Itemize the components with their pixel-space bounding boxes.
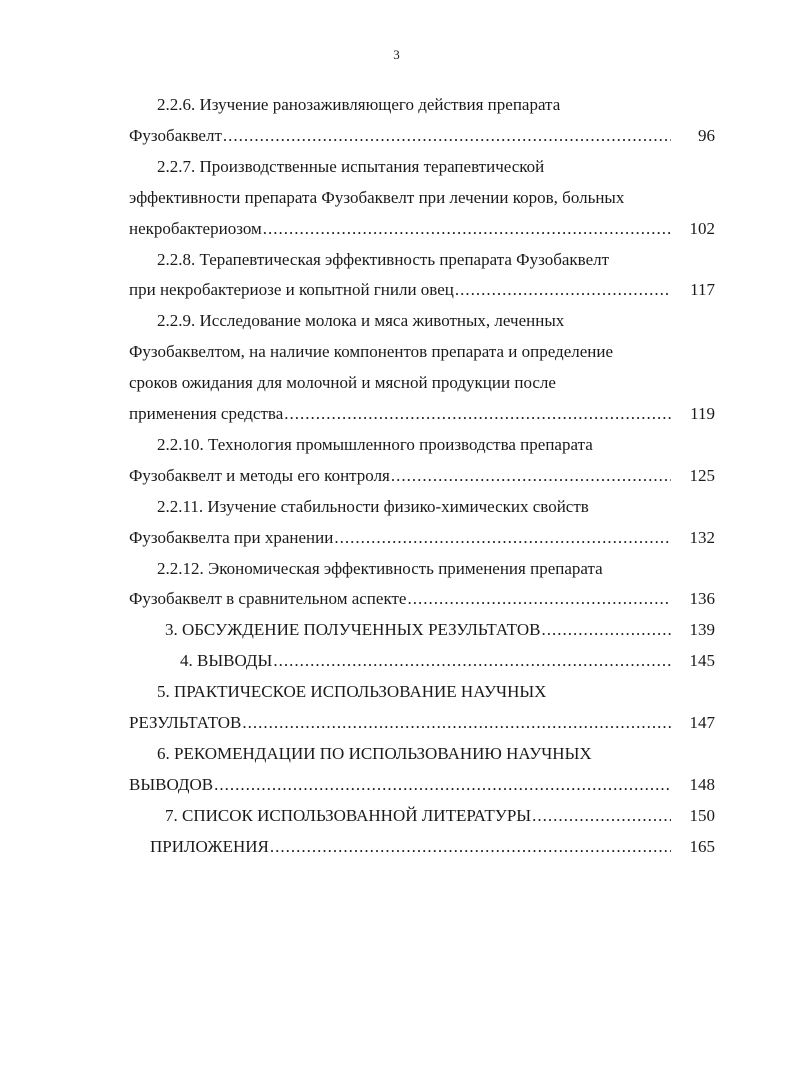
toc-entry-text: эффективности препарата Фузобаквелт при лечении коров, больных [129,187,625,207]
toc-page-number: 125 [689,465,715,485]
dot-leader [241,710,671,736]
dot-leader [222,123,671,149]
toc-entry-text: 6. РЕКОМЕНДАЦИИ ПО ИСПОЛЬЗОВАНИЮ НАУЧНЫХ [157,743,592,763]
dot-leader [531,803,671,829]
toc-entry-line-last [180,648,671,674]
toc-entry-line [157,494,589,520]
toc-entry-line [129,370,556,396]
dot-leader [262,216,671,242]
toc-entry-text: 2.2.9. Исследование молока и мяса животных, леченных [157,311,565,331]
toc-entry-text: 3. ОБСУЖДЕНИЕ ПОЛУЧЕННЫХ РЕЗУЛЬТАТОВ [165,620,541,640]
toc-entry-text: РЕЗУЛЬТАТОВ [129,713,242,732]
toc-entry-line [157,308,564,334]
dot-leader [454,277,671,303]
toc-entry-text: 5. ПРАКТИЧЕСКОЕ ИСПОЛЬЗОВАНИЕ НАУЧНЫХ [157,682,547,702]
toc-page-number: 139 [689,620,715,640]
dot-leader [272,648,671,674]
dot-leader [540,617,671,643]
toc-entry-text: сроков ожидания для молочной и мясной продукции после [129,373,556,393]
toc-page-number: 147 [689,713,715,732]
toc-page-number: 136 [689,589,715,609]
page-number: 3 [393,47,400,62]
toc-entry-line-last [129,216,671,242]
toc-page-number: 148 [689,774,715,794]
toc-page-number: 117 [690,280,715,300]
toc-page-number: 96 [698,125,715,145]
toc-entry-text: ПРИЛОЖЕНИЯ [150,836,269,856]
toc-entry-line [157,679,546,705]
toc-entry-line-last [129,772,671,798]
toc-entry-line-last [129,401,671,427]
toc-entry-line-last [129,277,671,303]
toc-entry-text: 4. ВЫВОДЫ [180,651,273,671]
toc-entry-line [157,92,560,118]
toc-entry-text: 2.2.11. Изучение стабильности физико-химических свойств [157,496,589,516]
toc-entry-text: ВЫВОДОВ [129,774,214,794]
dot-leader [333,525,671,551]
toc-entry-line [157,247,609,273]
dot-leader [390,463,671,489]
toc-entry-text: 2.2.10. Технология промышленного производства препарата [157,434,593,454]
toc-entry-text: Фузобаквелт в сравнительном аспекте [129,589,407,609]
toc-entry-text: Фузобаквелт и методы его контроля [129,465,390,485]
toc-entry-line [157,741,592,767]
toc-entry-text: некробактериозом [129,218,262,238]
toc-entry-text: при некробактериозе и копытной гнили овец [129,280,454,300]
dot-leader [269,834,671,860]
toc-entry-text: 2.2.7. Производственные испытания терапевтической [157,156,545,176]
toc-page-number: 150 [689,805,715,825]
toc-entry-text: 2.2.12. Экономическая эффективность применения препарата [157,558,603,578]
toc-page-number: 102 [689,218,715,238]
dot-leader [283,401,671,427]
toc-entry-line-last [150,834,671,860]
toc-entry-line-last [165,617,671,643]
toc-entry-line [157,432,593,458]
toc-entry-line-last [165,803,671,829]
toc-entry-line-last [129,525,671,551]
toc-entry-text: Фузобаквелтом, на наличие компонентов препарата и определение [129,342,614,362]
toc-page-number: 132 [689,527,715,547]
toc-entry-line-last [129,710,671,736]
toc-page-number: 145 [689,651,715,671]
toc-entry-line [157,154,544,180]
toc-entry-text: Фузобаквелт [129,125,222,145]
toc-entry-line [129,339,613,365]
toc-entry-line [129,185,624,211]
toc-entry-line [157,556,603,582]
toc-entry-text: применения средства [129,404,284,423]
toc-entry-text: 2.2.6. Изучение ранозаживляющего действия препарата [157,95,561,114]
toc-entry-line-last [129,463,671,489]
toc-page-number: 119 [690,404,715,423]
toc-entry-line-last [129,123,671,149]
toc-page-number: 165 [689,836,715,856]
dot-leader [213,772,671,798]
toc-entry-text: Фузобаквелта при хранении [129,527,334,547]
dot-leader [406,586,671,612]
toc-entry-text: 7. СПИСОК ИСПОЛЬЗОВАННОЙ ЛИТЕРАТУРЫ [165,805,532,825]
toc-entry-line-last [129,586,671,612]
toc-entry-text: 2.2.8. Терапевтическая эффективность препарата Фузобаквелт [157,249,610,269]
